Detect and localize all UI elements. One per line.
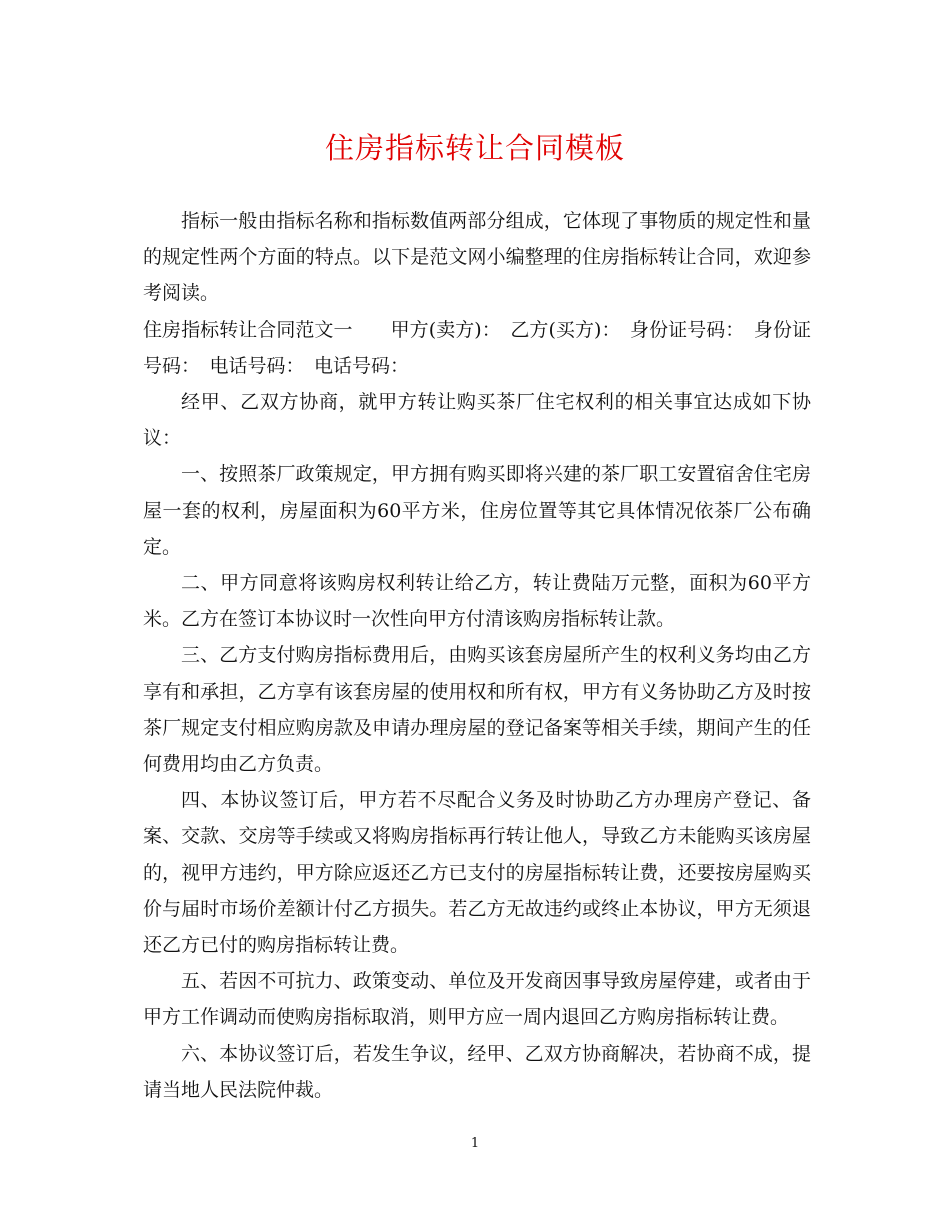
clause-1-paragraph: 一、按照茶厂政策规定，甲方拥有购买即将兴建的茶厂职工安置宿舍住宅房屋一套的权利，房屋面积为60平方米，住房位置等其它具体情况依茶厂公布确定。 <box>143 463 811 558</box>
clause-5-paragraph: 五、若因不可抗力、政策变动、单位及开发商因事导致房屋停建，或者由于甲方工作调动而使购房指标取消，则甲方应一周内退回乙方购房指标转让费。 <box>143 970 811 1029</box>
document-title: 住房指标转让合同模板 <box>324 131 625 165</box>
document-body <box>143 203 811 1108</box>
contract-header-paragraph: 住房指标转让合同范文一 甲方(卖方)： 乙方(买方)： 身份证号码： 身份证号码： 电话号码： 电话号码： <box>143 318 811 377</box>
clause-2-paragraph: 二、甲方同意将该购房权利转让给乙方，转让费陆万元整，面积为60平方米。乙方在签订本协议时一次性向甲方付清该购房指标转让款。 <box>143 572 811 631</box>
agreement-intro-paragraph: 经甲、乙双方协商，就甲方转让购买茶厂住宅权利的相关事宜达成如下协议： <box>143 391 811 450</box>
intro-paragraph: 指标一般由指标名称和指标数值两部分组成，它体现了事物质的规定性和量的规定性两个方面的特点。以下是范文网小编整理的住房指标转让合同，欢迎参考阅读。 <box>143 210 811 305</box>
clause-6-paragraph: 六、本协议签订后，若发生争议，经甲、乙双方协商解决，若协商不成，提请当地人民法院仲裁。 <box>143 1042 811 1101</box>
clause-3-paragraph: 三、乙方支付购房指标费用后，由购买该套房屋所产生的权利义务均由乙方享有和承担，乙方享有该套房屋的使用权和所有权，甲方有义务协助乙方及时按茶厂规定支付相应购房款及申请办理房屋的登记备案等相关手续，期间产生的任何费用均由乙方负责。 <box>143 644 811 776</box>
clause-4-paragraph: 四、本协议签订后，甲方若不尽配合义务及时协助乙方办理房产登记、备案、交款、交房等手续或又将购房指标再行转让他人，导致乙方未能购买该房屋的，视甲方违约，甲方除应返还乙方已支付的房屋指标转让费，还要按房屋购买价与届时市场价差额计付乙方损失。若乙方无故违约或终止本协议，甲方无须退还乙方已付的购房指标转让费。 <box>143 789 811 957</box>
page-number: 1 <box>470 1136 480 1151</box>
